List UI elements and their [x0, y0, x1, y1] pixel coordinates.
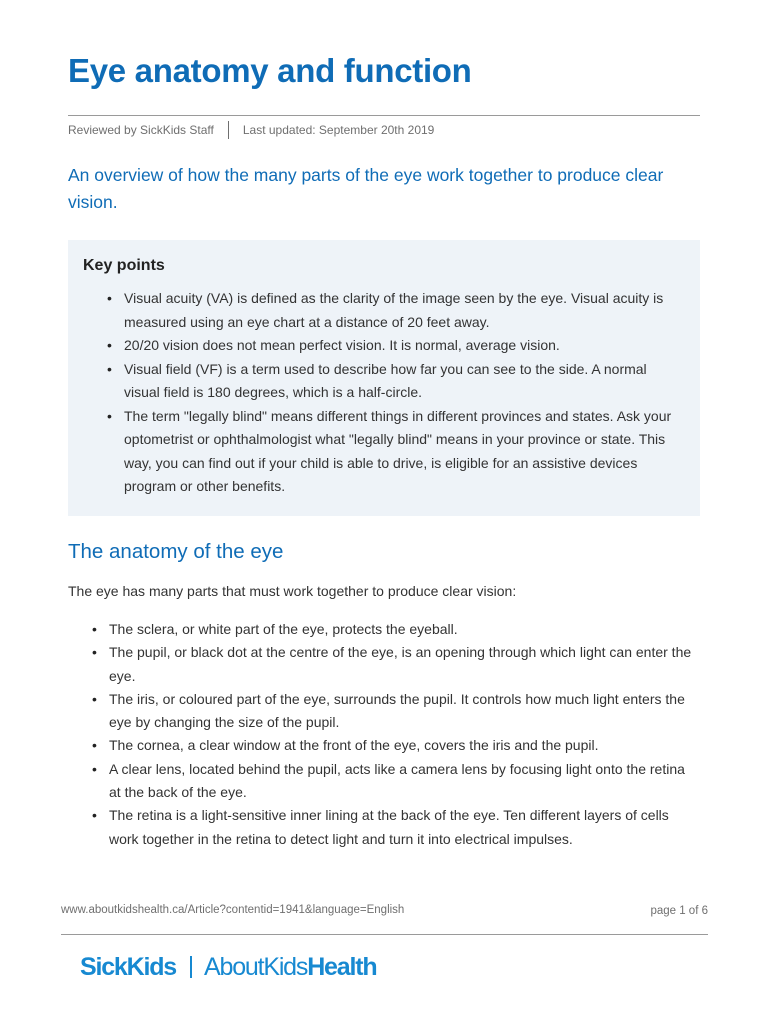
page-title: Eye anatomy and function — [68, 52, 472, 89]
article-summary: An overview of how the many parts of the eye work together to produce clear vision. — [68, 165, 664, 212]
footer-divider — [61, 934, 708, 935]
key-point-item: • 20/20 vision does not mean perfect vision. It is normal, average vision. — [124, 334, 684, 358]
last-updated: Last updated: September 20th 2019 — [242, 123, 435, 137]
page-number: page 1 of 6 — [650, 905, 708, 917]
section-intro: The eye has many parts that must work together to produce clear vision: — [68, 583, 517, 599]
key-points-heading: Key points — [83, 257, 165, 274]
key-points-box — [68, 240, 700, 516]
key-point-item: • Visual acuity (VA) is defined as the clarity of the image seen by the eye. Visual acuity is measured using an eye chart at a distance of 20 feet away. — [124, 287, 684, 334]
logo-sickkids: SickKids — [80, 952, 177, 981]
reviewed-by: Reviewed by SickKids Staff — [68, 123, 214, 137]
sickkids-aboutkidshealth-logo — [80, 952, 376, 982]
anatomy-list-item: • The iris, or coloured part of the eye, surrounds the pupil. It controls how much light enters the eye by changing the size of the pupil. — [109, 688, 694, 735]
logo-divider — [190, 956, 192, 978]
key-point-item: • The term "legally blind" means different things in different provinces and states. Ask your optometrist or ophthalmologist what "legally blind" means in your province or state. This way, you can find out if your child is able to drive, is eligible for an assistive devices program or other benefits. — [124, 405, 684, 499]
anatomy-list-item: • The pupil, or black dot at the centre of the eye, is an opening through which light can enter the eye. — [109, 641, 694, 688]
logo-aboutkids: AboutKids — [204, 952, 308, 981]
anatomy-list-item: • The retina is a light-sensitive inner lining at the back of the eye. Ten different layers of cells work together in the retina to detect light and turn it into electrical impulses. — [109, 804, 694, 851]
key-point-item: • Visual field (VF) is a term used to describe how far you can see to the side. A normal visual field is 180 degrees, which is a half-circle. — [124, 358, 684, 405]
anatomy-list-item: • A clear lens, located behind the pupil, acts like a camera lens by focusing light onto the retina at the back of the eye. — [109, 758, 694, 805]
key-points-list — [124, 287, 684, 499]
anatomy-list — [109, 618, 694, 851]
footer-url-link[interactable]: www.aboutkidshealth.ca/Article?contentid=1941&language=English — [61, 904, 405, 916]
meta-separator — [228, 121, 229, 139]
anatomy-list-item: • The sclera, or white part of the eye, protects the eyeball. — [109, 618, 694, 641]
title-divider — [68, 115, 700, 116]
logo-health: Health — [307, 952, 377, 981]
anatomy-list-item: • The cornea, a clear window at the front of the eye, covers the iris and the pupil. — [109, 734, 694, 757]
article-meta — [68, 121, 434, 139]
section-heading-anatomy: The anatomy of the eye — [68, 540, 284, 563]
